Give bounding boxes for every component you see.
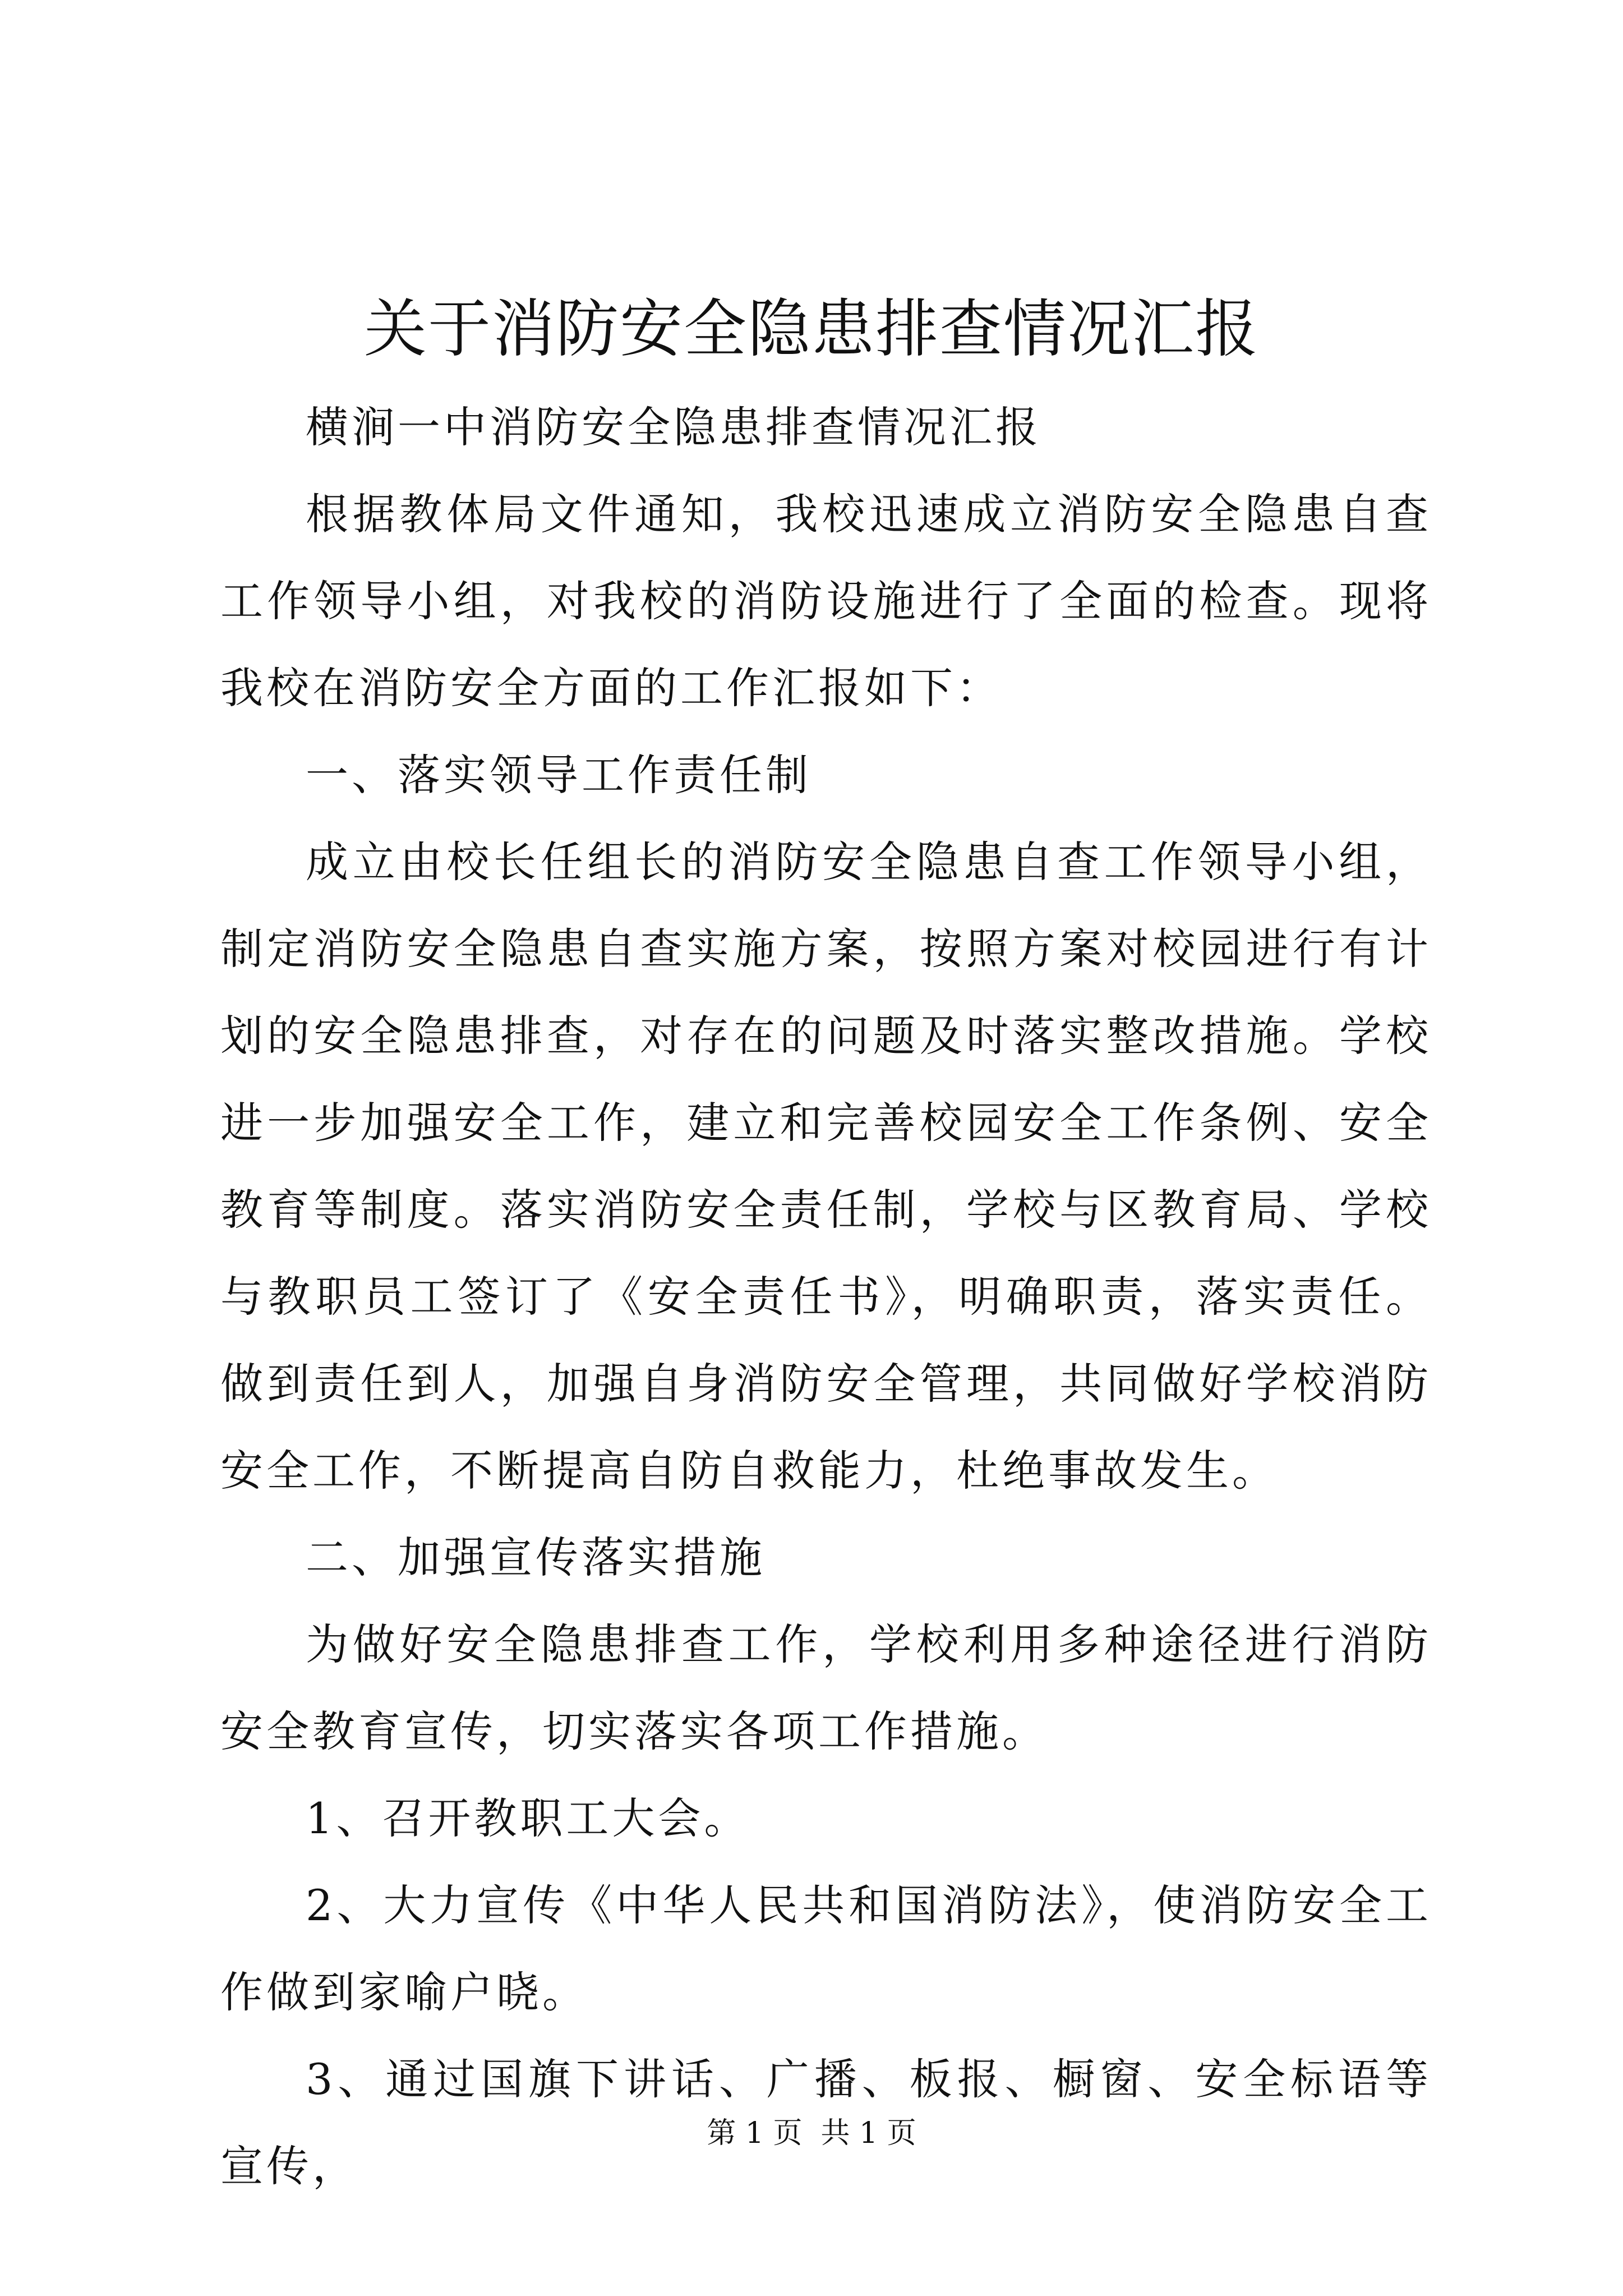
section-2-paragraph: 为做好安全隐患排查工作，学校利用多种途径进行消防安全教育宣传，切实落实各项工作措施。 (220, 1619, 1432, 1756)
list-item-2: 2、大力宣传《中华人民共和国消防法》，使消防安全工作做到家喻户晓。 (220, 1880, 1432, 2017)
document-title: 关于消防安全隐患排查情况汇报 (364, 293, 1259, 366)
page-footer (0, 2114, 1623, 2153)
subtitle-paragraph: 横涧一中消防安全隐患排查情况汇报 (306, 402, 1041, 452)
page-total: 共 1 页 (820, 2116, 916, 2150)
section-1-paragraph: 成立由校长任组长的消防安全隐患自查工作领导小组，制定消防安全隐患自查实施方案，按照方案对校园进行有计划的安全隐患排查，对存在的问题及时落实整改措施。学校进一步加强安全工作，建立和完善校园安全工作条例、安全教育等制度。落实消防安全责任制，学校与区教育局、学校与教职员工签订了《安全责任书》，明确职责，落实责任。做到责任到人，加强自身消防安全管理，共同做好学校消防安全工作，不断提高自防自救能力，杜绝事故发生。 (220, 837, 1432, 1496)
section-heading-1: 一、落实领导工作责任制 (306, 750, 811, 800)
footer-spacer (802, 2116, 820, 2150)
list-item-1: 1、召开教职工大会。 (306, 1793, 750, 1843)
section-heading-2: 二、加强宣传落实措施 (306, 1533, 766, 1582)
document-body (220, 384, 1432, 2210)
intro-paragraph: 根据教体局文件通知，我校迅速成立消防安全隐患自查工作领导小组，对我校的消防设施进行了全面的检查。现将我校在消防安全方面的工作汇报如下： (220, 489, 1432, 713)
page-number: 第 1 页 (707, 2116, 803, 2150)
list-item-3: 3、通过国旗下讲话、广播、板报、橱窗、安全标语等宣传， (220, 2054, 1432, 2191)
